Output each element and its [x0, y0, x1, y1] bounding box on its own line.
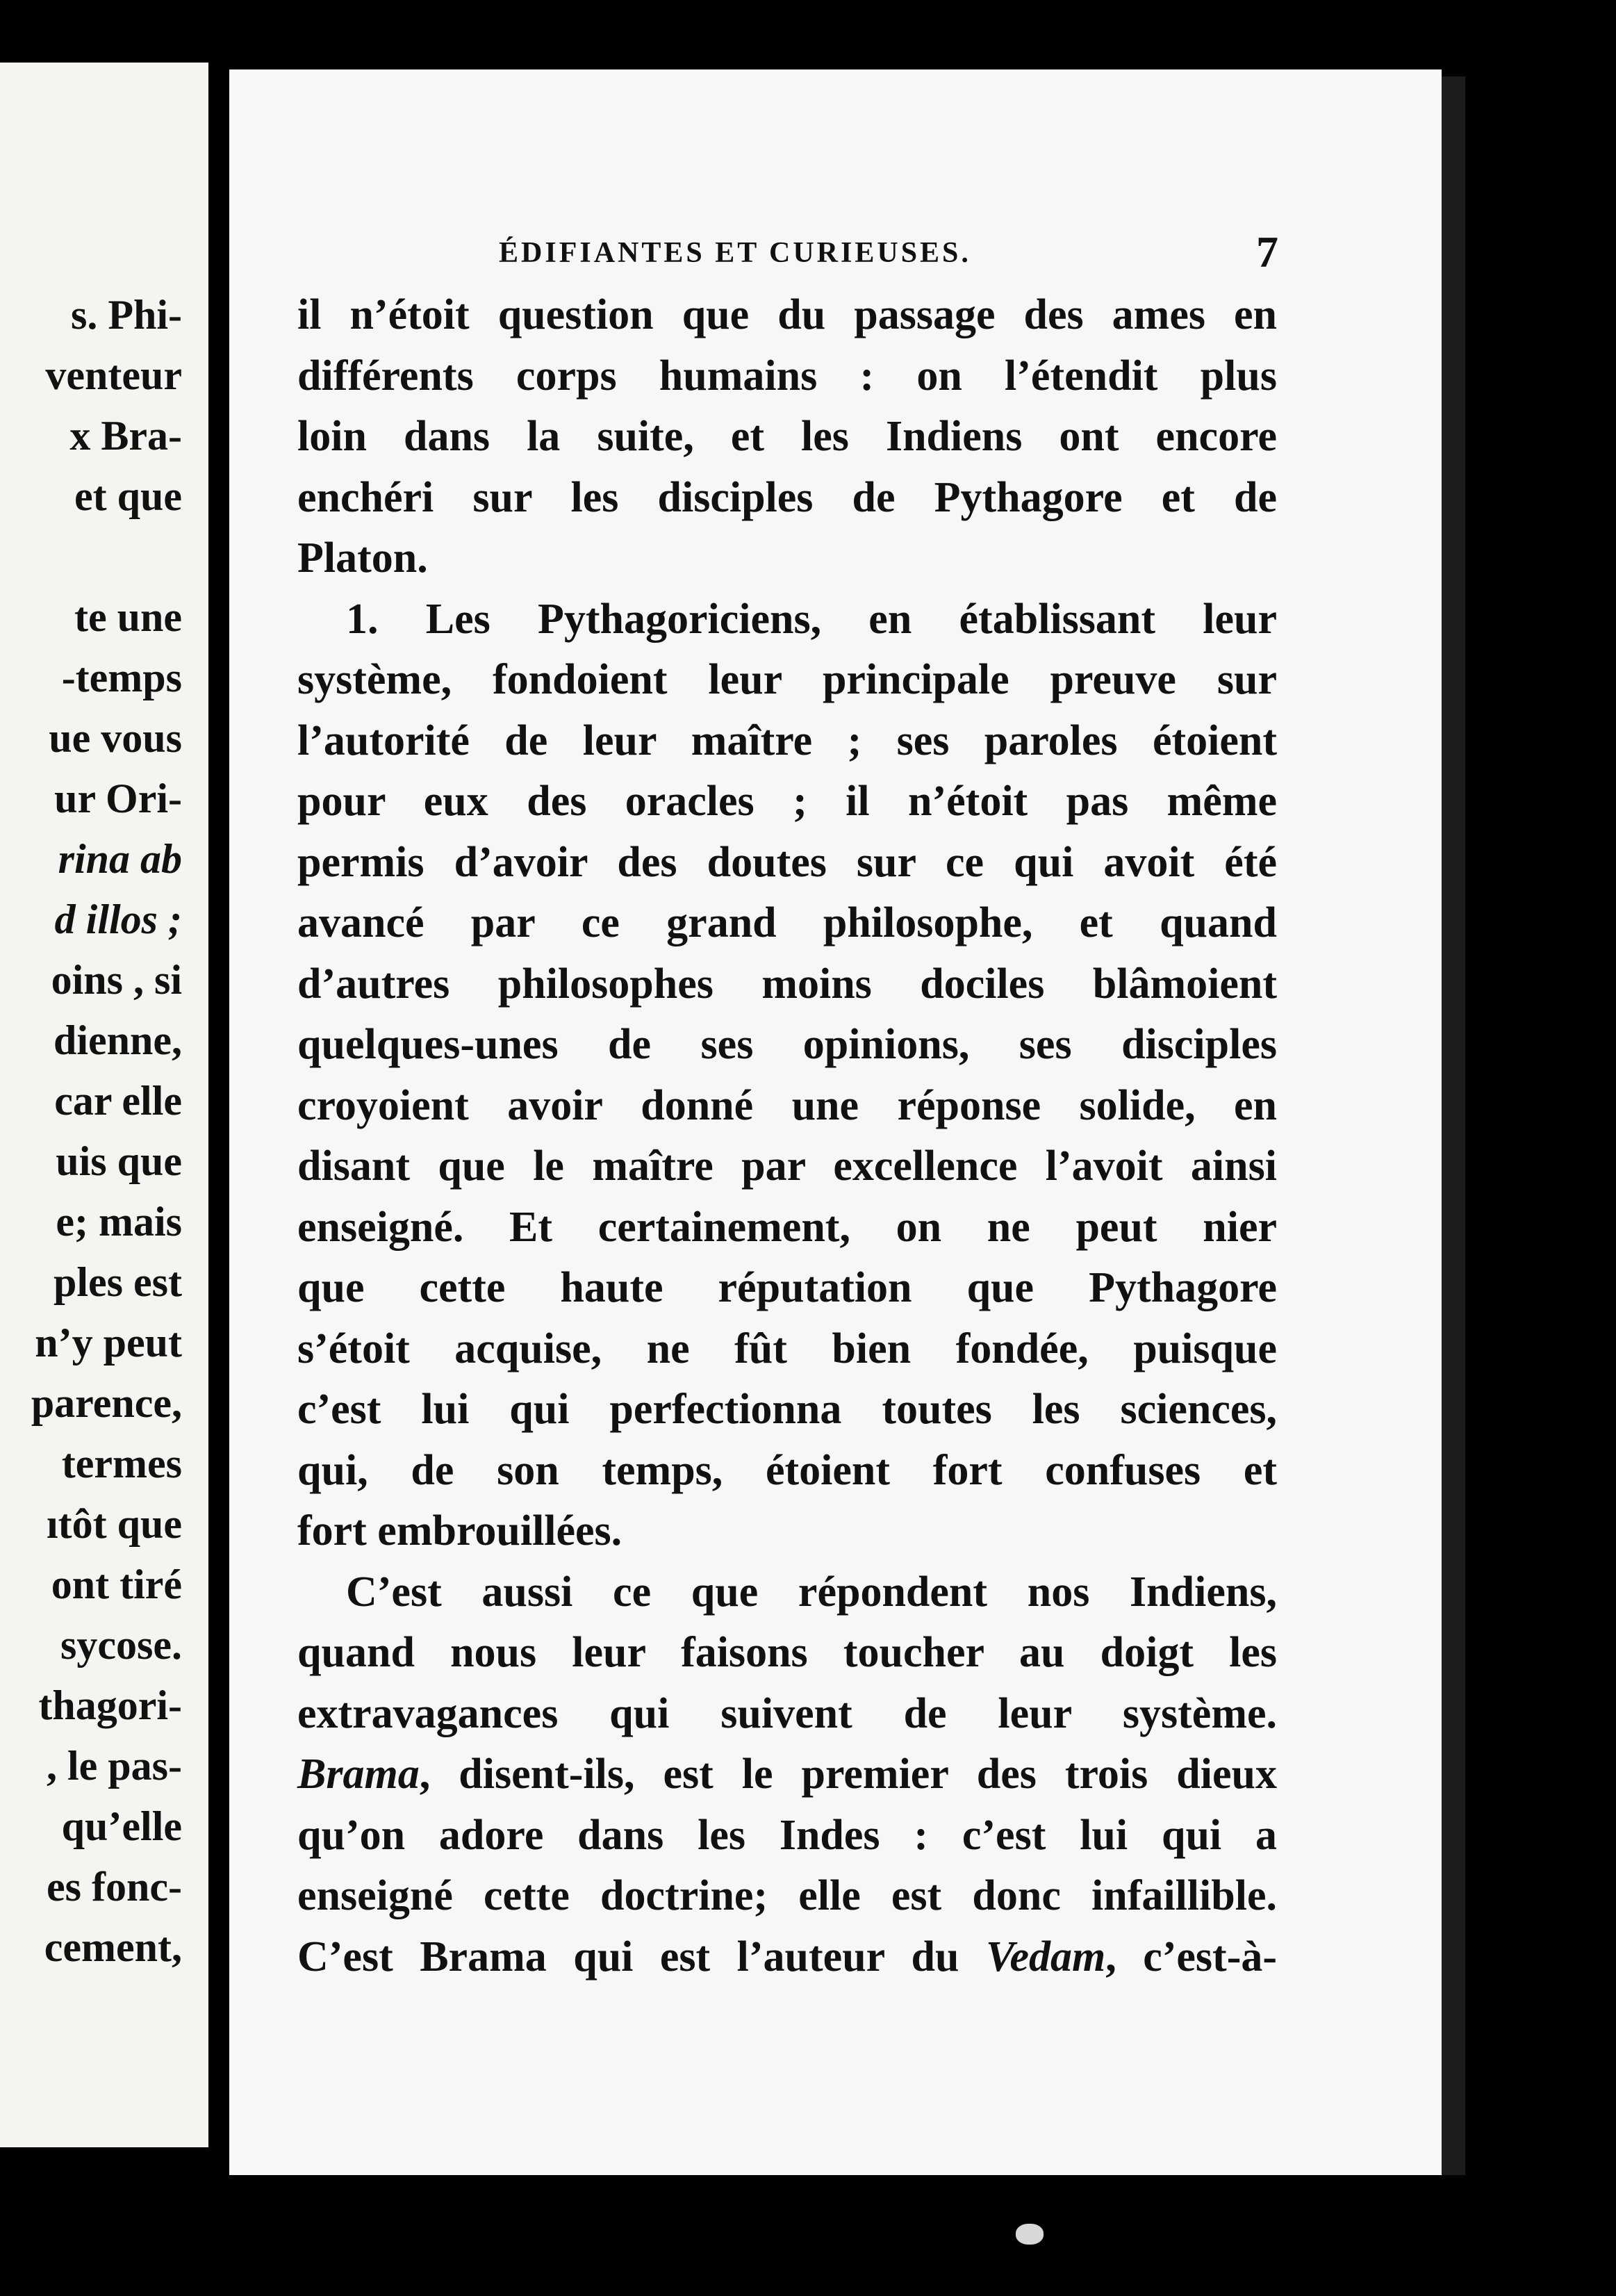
text-line: d’autres philosophes moins dociles blâmoient: [297, 960, 1277, 1008]
page-header: [499, 227, 1278, 278]
left-line: rina ab: [58, 836, 182, 882]
text-line: [297, 1927, 1277, 1988]
text-line: loin dans la suite, et les Indiens ont encore: [297, 413, 1277, 460]
text-span: , c’est-à-: [1105, 1933, 1277, 1981]
text-line: croyoient avoir donné une réponse solide, en: [297, 1081, 1277, 1129]
text-line: qu’on adore dans les Indes : c’est lui qui a: [297, 1811, 1277, 1859]
left-page-edge: [0, 63, 208, 2147]
text-line: différents corps humains : on l’étendit plus: [297, 352, 1277, 400]
left-line: ue vous: [49, 715, 182, 761]
left-line: d illos ;: [54, 896, 182, 942]
left-line: [0, 527, 208, 587]
left-line: termes: [61, 1441, 182, 1486]
left-line: -temps: [61, 655, 182, 700]
italic-word: Brama: [297, 1750, 420, 1798]
page-edge-shadow: [1442, 76, 1465, 2175]
left-line: qu’elle: [61, 1803, 182, 1849]
text-line: extravagances qui suivent de leur système.: [297, 1689, 1277, 1737]
left-line: te une: [74, 594, 182, 640]
left-line: thagori-: [38, 1682, 182, 1728]
scan-smudge: [1016, 2224, 1044, 2245]
left-line: dienne,: [53, 1017, 182, 1063]
left-line: ur Ori-: [54, 776, 182, 821]
left-line: uis que: [56, 1138, 182, 1184]
text-span: , disent-ils, est le premier des trois dieux: [419, 1750, 1277, 1798]
text-line: 1. Les Pythagoriciens, en établissant leur: [346, 595, 1277, 643]
page-number: 7: [1256, 227, 1278, 277]
text-line: avancé par ce grand philosophe, et quand: [297, 899, 1277, 946]
left-line: sycose.: [60, 1622, 182, 1668]
body-text: [297, 285, 1277, 1987]
text-line: c’est lui qui perfectionna toutes les sciences,: [297, 1386, 1277, 1433]
text-line: permis d’avoir des doutes sur ce qui avoit été: [297, 838, 1277, 886]
left-line: et que: [74, 473, 182, 519]
text-line: Platon.: [297, 534, 428, 582]
left-line: e; mais: [56, 1199, 182, 1245]
left-line: parence,: [31, 1380, 182, 1426]
text-line: il n’étoit question que du passage des ames en: [297, 291, 1277, 338]
left-line: cement,: [44, 1924, 182, 1970]
text-line: qui, de son temps, étoient fort confuses et: [297, 1446, 1277, 1494]
left-line: ont tiré: [51, 1561, 182, 1607]
text-line: enseigné cette doctrine; elle est donc infaillible.: [297, 1872, 1277, 1919]
left-line: n’y peut: [35, 1320, 182, 1366]
text-line: système, fondoient leur principale preuve sur: [297, 656, 1277, 703]
left-line: oins , si: [51, 957, 182, 1003]
left-line: , le pas-: [47, 1743, 182, 1789]
text-line: disant que le maître par excellence l’avoit ainsi: [297, 1142, 1277, 1190]
text-span: C’est Brama qui est l’auteur du: [297, 1933, 987, 1981]
left-line: venteur: [45, 352, 182, 398]
left-page-text: [0, 285, 208, 1978]
text-line: enseigné. Et certainement, on ne peut nier: [297, 1203, 1277, 1251]
text-line: que cette haute réputation que Pythagore: [297, 1264, 1277, 1311]
left-line: ıtôt que: [47, 1501, 182, 1547]
text-line: enchéri sur les disciples de Pythagore et de: [297, 473, 1277, 521]
text-line: [297, 1744, 1277, 1805]
text-line: pour eux des oracles ; il n’étoit pas même: [297, 778, 1277, 825]
left-line: x Bra-: [69, 413, 182, 459]
left-line: ples est: [53, 1259, 182, 1305]
left-line: car elle: [54, 1078, 182, 1124]
left-line: s. Phi-: [70, 292, 182, 338]
text-line: quelques-unes de ses opinions, ses disciples: [297, 1021, 1277, 1068]
text-line: l’autorité de leur maître ; ses paroles étoient: [297, 716, 1277, 764]
text-line: s’étoit acquise, ne fût bien fondée, puisque: [297, 1325, 1277, 1372]
text-line: quand nous leur faisons toucher au doigt les: [297, 1629, 1277, 1676]
text-line: fort embrouillées.: [297, 1507, 623, 1555]
text-line: C’est aussi ce que répondent nos Indiens,: [346, 1568, 1277, 1616]
left-line: es fonc-: [47, 1864, 182, 1910]
running-title: ÉDIFIANTES ET CURIEUSES.: [499, 237, 971, 269]
italic-word: Vedam: [986, 1933, 1106, 1981]
